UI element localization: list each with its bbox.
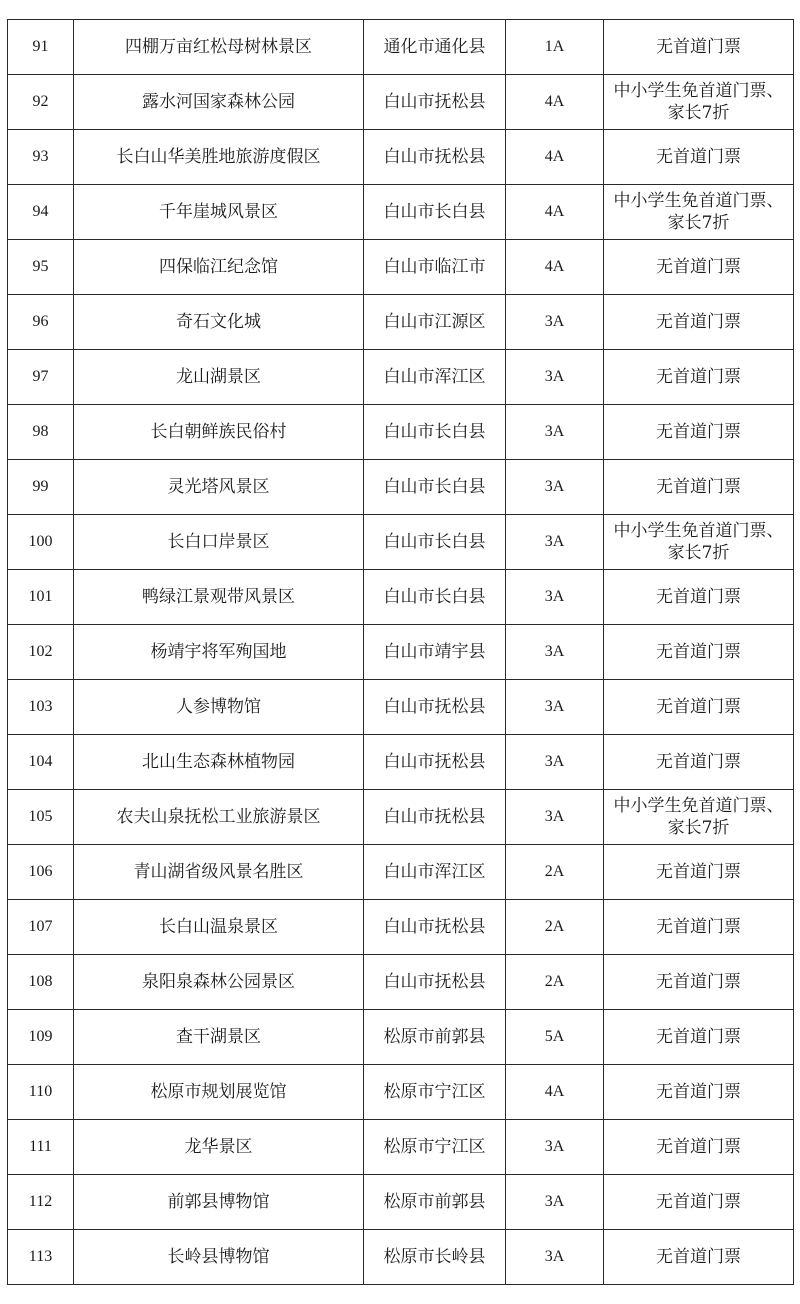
table-row bbox=[8, 240, 794, 295]
table-row bbox=[8, 1010, 794, 1065]
ticket-policy: 无首道门票 bbox=[604, 735, 794, 790]
spot-location: 白山市抚松县 bbox=[364, 900, 506, 955]
spot-level: 3A bbox=[506, 350, 604, 405]
spot-level: 3A bbox=[506, 295, 604, 350]
table-row bbox=[8, 1175, 794, 1230]
row-number: 108 bbox=[8, 955, 74, 1010]
row-number: 98 bbox=[8, 405, 74, 460]
spot-location: 白山市临江市 bbox=[364, 240, 506, 295]
spot-level: 3A bbox=[506, 1175, 604, 1230]
table-row bbox=[8, 295, 794, 350]
spot-location: 松原市前郭县 bbox=[364, 1010, 506, 1065]
table-row bbox=[8, 75, 794, 130]
table-row bbox=[8, 680, 794, 735]
ticket-policy: 无首道门票 bbox=[604, 295, 794, 350]
row-number: 107 bbox=[8, 900, 74, 955]
ticket-policy: 无首道门票 bbox=[604, 20, 794, 75]
spot-level: 3A bbox=[506, 625, 604, 680]
spot-name: 长岭县博物馆 bbox=[74, 1230, 364, 1285]
spot-name: 四保临江纪念馆 bbox=[74, 240, 364, 295]
ticket-policy: 无首道门票 bbox=[604, 1065, 794, 1120]
table-row bbox=[8, 735, 794, 790]
spot-name: 千年崖城风景区 bbox=[74, 185, 364, 240]
spot-location: 通化市通化县 bbox=[364, 20, 506, 75]
ticket-policy: 无首道门票 bbox=[604, 405, 794, 460]
spot-level: 2A bbox=[506, 900, 604, 955]
row-number: 112 bbox=[8, 1175, 74, 1230]
scenic-spots-table bbox=[7, 19, 794, 1285]
table-row bbox=[8, 790, 794, 845]
row-number: 110 bbox=[8, 1065, 74, 1120]
spot-name: 杨靖宇将军殉国地 bbox=[74, 625, 364, 680]
table-row bbox=[8, 130, 794, 185]
table-row bbox=[8, 570, 794, 625]
spot-name: 青山湖省级风景名胜区 bbox=[74, 845, 364, 900]
table-row bbox=[8, 955, 794, 1010]
row-number: 102 bbox=[8, 625, 74, 680]
row-number: 106 bbox=[8, 845, 74, 900]
spot-name: 长白山温泉景区 bbox=[74, 900, 364, 955]
ticket-policy: 无首道门票 bbox=[604, 350, 794, 405]
spot-name: 人参博物馆 bbox=[74, 680, 364, 735]
row-number: 101 bbox=[8, 570, 74, 625]
row-number: 93 bbox=[8, 130, 74, 185]
ticket-policy: 无首道门票 bbox=[604, 680, 794, 735]
spot-location: 白山市浑江区 bbox=[364, 350, 506, 405]
spot-location: 白山市抚松县 bbox=[364, 790, 506, 845]
ticket-policy: 无首道门票 bbox=[604, 130, 794, 185]
row-number: 96 bbox=[8, 295, 74, 350]
row-number: 95 bbox=[8, 240, 74, 295]
spot-name: 长白山华美胜地旅游度假区 bbox=[74, 130, 364, 185]
ticket-policy: 无首道门票 bbox=[604, 240, 794, 295]
table-row bbox=[8, 515, 794, 570]
spot-location: 松原市宁江区 bbox=[364, 1120, 506, 1175]
spot-level: 4A bbox=[506, 130, 604, 185]
spot-level: 3A bbox=[506, 680, 604, 735]
row-number: 113 bbox=[8, 1230, 74, 1285]
spot-name: 露水河国家森林公园 bbox=[74, 75, 364, 130]
spot-location: 白山市江源区 bbox=[364, 295, 506, 350]
spot-location: 白山市浑江区 bbox=[364, 845, 506, 900]
ticket-policy: 无首道门票 bbox=[604, 1175, 794, 1230]
spot-location: 松原市前郭县 bbox=[364, 1175, 506, 1230]
ticket-policy: 中小学生免首道门票、 家长7折 bbox=[604, 185, 794, 240]
row-number: 104 bbox=[8, 735, 74, 790]
spot-level: 3A bbox=[506, 790, 604, 845]
spot-name: 农夫山泉抚松工业旅游景区 bbox=[74, 790, 364, 845]
spot-level: 1A bbox=[506, 20, 604, 75]
ticket-policy: 无首道门票 bbox=[604, 460, 794, 515]
row-number: 99 bbox=[8, 460, 74, 515]
table-row bbox=[8, 185, 794, 240]
table-row bbox=[8, 405, 794, 460]
table-row bbox=[8, 20, 794, 75]
spot-name: 长白口岸景区 bbox=[74, 515, 364, 570]
table-row bbox=[8, 625, 794, 680]
ticket-policy: 无首道门票 bbox=[604, 1010, 794, 1065]
table-row bbox=[8, 460, 794, 515]
spot-location: 白山市长白县 bbox=[364, 515, 506, 570]
spot-name: 龙华景区 bbox=[74, 1120, 364, 1175]
table-row bbox=[8, 1065, 794, 1120]
spot-level: 4A bbox=[506, 185, 604, 240]
spot-name: 前郭县博物馆 bbox=[74, 1175, 364, 1230]
spot-level: 5A bbox=[506, 1010, 604, 1065]
spot-location: 白山市抚松县 bbox=[364, 75, 506, 130]
row-number: 105 bbox=[8, 790, 74, 845]
spot-location: 白山市抚松县 bbox=[364, 955, 506, 1010]
row-number: 97 bbox=[8, 350, 74, 405]
spot-level: 2A bbox=[506, 845, 604, 900]
spot-level: 4A bbox=[506, 1065, 604, 1120]
ticket-policy: 无首道门票 bbox=[604, 570, 794, 625]
spot-location: 白山市长白县 bbox=[364, 405, 506, 460]
spot-level: 2A bbox=[506, 955, 604, 1010]
spot-name: 龙山湖景区 bbox=[74, 350, 364, 405]
spot-location: 白山市长白县 bbox=[364, 185, 506, 240]
spot-name: 鸭绿江景观带风景区 bbox=[74, 570, 364, 625]
ticket-policy: 中小学生免首道门票、 家长7折 bbox=[604, 515, 794, 570]
spot-location: 松原市长岭县 bbox=[364, 1230, 506, 1285]
spot-location: 白山市长白县 bbox=[364, 460, 506, 515]
ticket-policy: 无首道门票 bbox=[604, 900, 794, 955]
ticket-policy: 无首道门票 bbox=[604, 1230, 794, 1285]
spot-location: 松原市宁江区 bbox=[364, 1065, 506, 1120]
spot-name: 泉阳泉森林公园景区 bbox=[74, 955, 364, 1010]
row-number: 111 bbox=[8, 1120, 74, 1175]
spot-name: 灵光塔风景区 bbox=[74, 460, 364, 515]
table-row bbox=[8, 1230, 794, 1285]
spot-level: 3A bbox=[506, 1120, 604, 1175]
spot-level: 4A bbox=[506, 240, 604, 295]
spot-name: 长白朝鲜族民俗村 bbox=[74, 405, 364, 460]
spot-location: 白山市长白县 bbox=[364, 570, 506, 625]
spot-location: 白山市抚松县 bbox=[364, 680, 506, 735]
ticket-policy: 中小学生免首道门票、 家长7折 bbox=[604, 790, 794, 845]
row-number: 94 bbox=[8, 185, 74, 240]
table-row bbox=[8, 900, 794, 955]
spot-level: 3A bbox=[506, 515, 604, 570]
ticket-policy: 无首道门票 bbox=[604, 955, 794, 1010]
row-number: 92 bbox=[8, 75, 74, 130]
spot-level: 3A bbox=[506, 1230, 604, 1285]
spot-name: 北山生态森林植物园 bbox=[74, 735, 364, 790]
row-number: 100 bbox=[8, 515, 74, 570]
row-number: 103 bbox=[8, 680, 74, 735]
table-row bbox=[8, 350, 794, 405]
table-row bbox=[8, 845, 794, 900]
ticket-policy: 无首道门票 bbox=[604, 845, 794, 900]
spot-location: 白山市抚松县 bbox=[364, 735, 506, 790]
ticket-policy: 中小学生免首道门票、 家长7折 bbox=[604, 75, 794, 130]
table-body bbox=[8, 20, 794, 1285]
ticket-policy: 无首道门票 bbox=[604, 625, 794, 680]
spot-location: 白山市靖宇县 bbox=[364, 625, 506, 680]
row-number: 91 bbox=[8, 20, 74, 75]
spot-level: 4A bbox=[506, 75, 604, 130]
ticket-policy: 无首道门票 bbox=[604, 1120, 794, 1175]
spot-level: 3A bbox=[506, 570, 604, 625]
spot-level: 3A bbox=[506, 460, 604, 515]
spot-level: 3A bbox=[506, 405, 604, 460]
table-row bbox=[8, 1120, 794, 1175]
spot-location: 白山市抚松县 bbox=[364, 130, 506, 185]
scenic-spots-table-page bbox=[7, 19, 793, 1285]
spot-name: 查干湖景区 bbox=[74, 1010, 364, 1065]
row-number: 109 bbox=[8, 1010, 74, 1065]
spot-level: 3A bbox=[506, 735, 604, 790]
spot-name: 奇石文化城 bbox=[74, 295, 364, 350]
spot-name: 松原市规划展览馆 bbox=[74, 1065, 364, 1120]
spot-name: 四棚万亩红松母树林景区 bbox=[74, 20, 364, 75]
